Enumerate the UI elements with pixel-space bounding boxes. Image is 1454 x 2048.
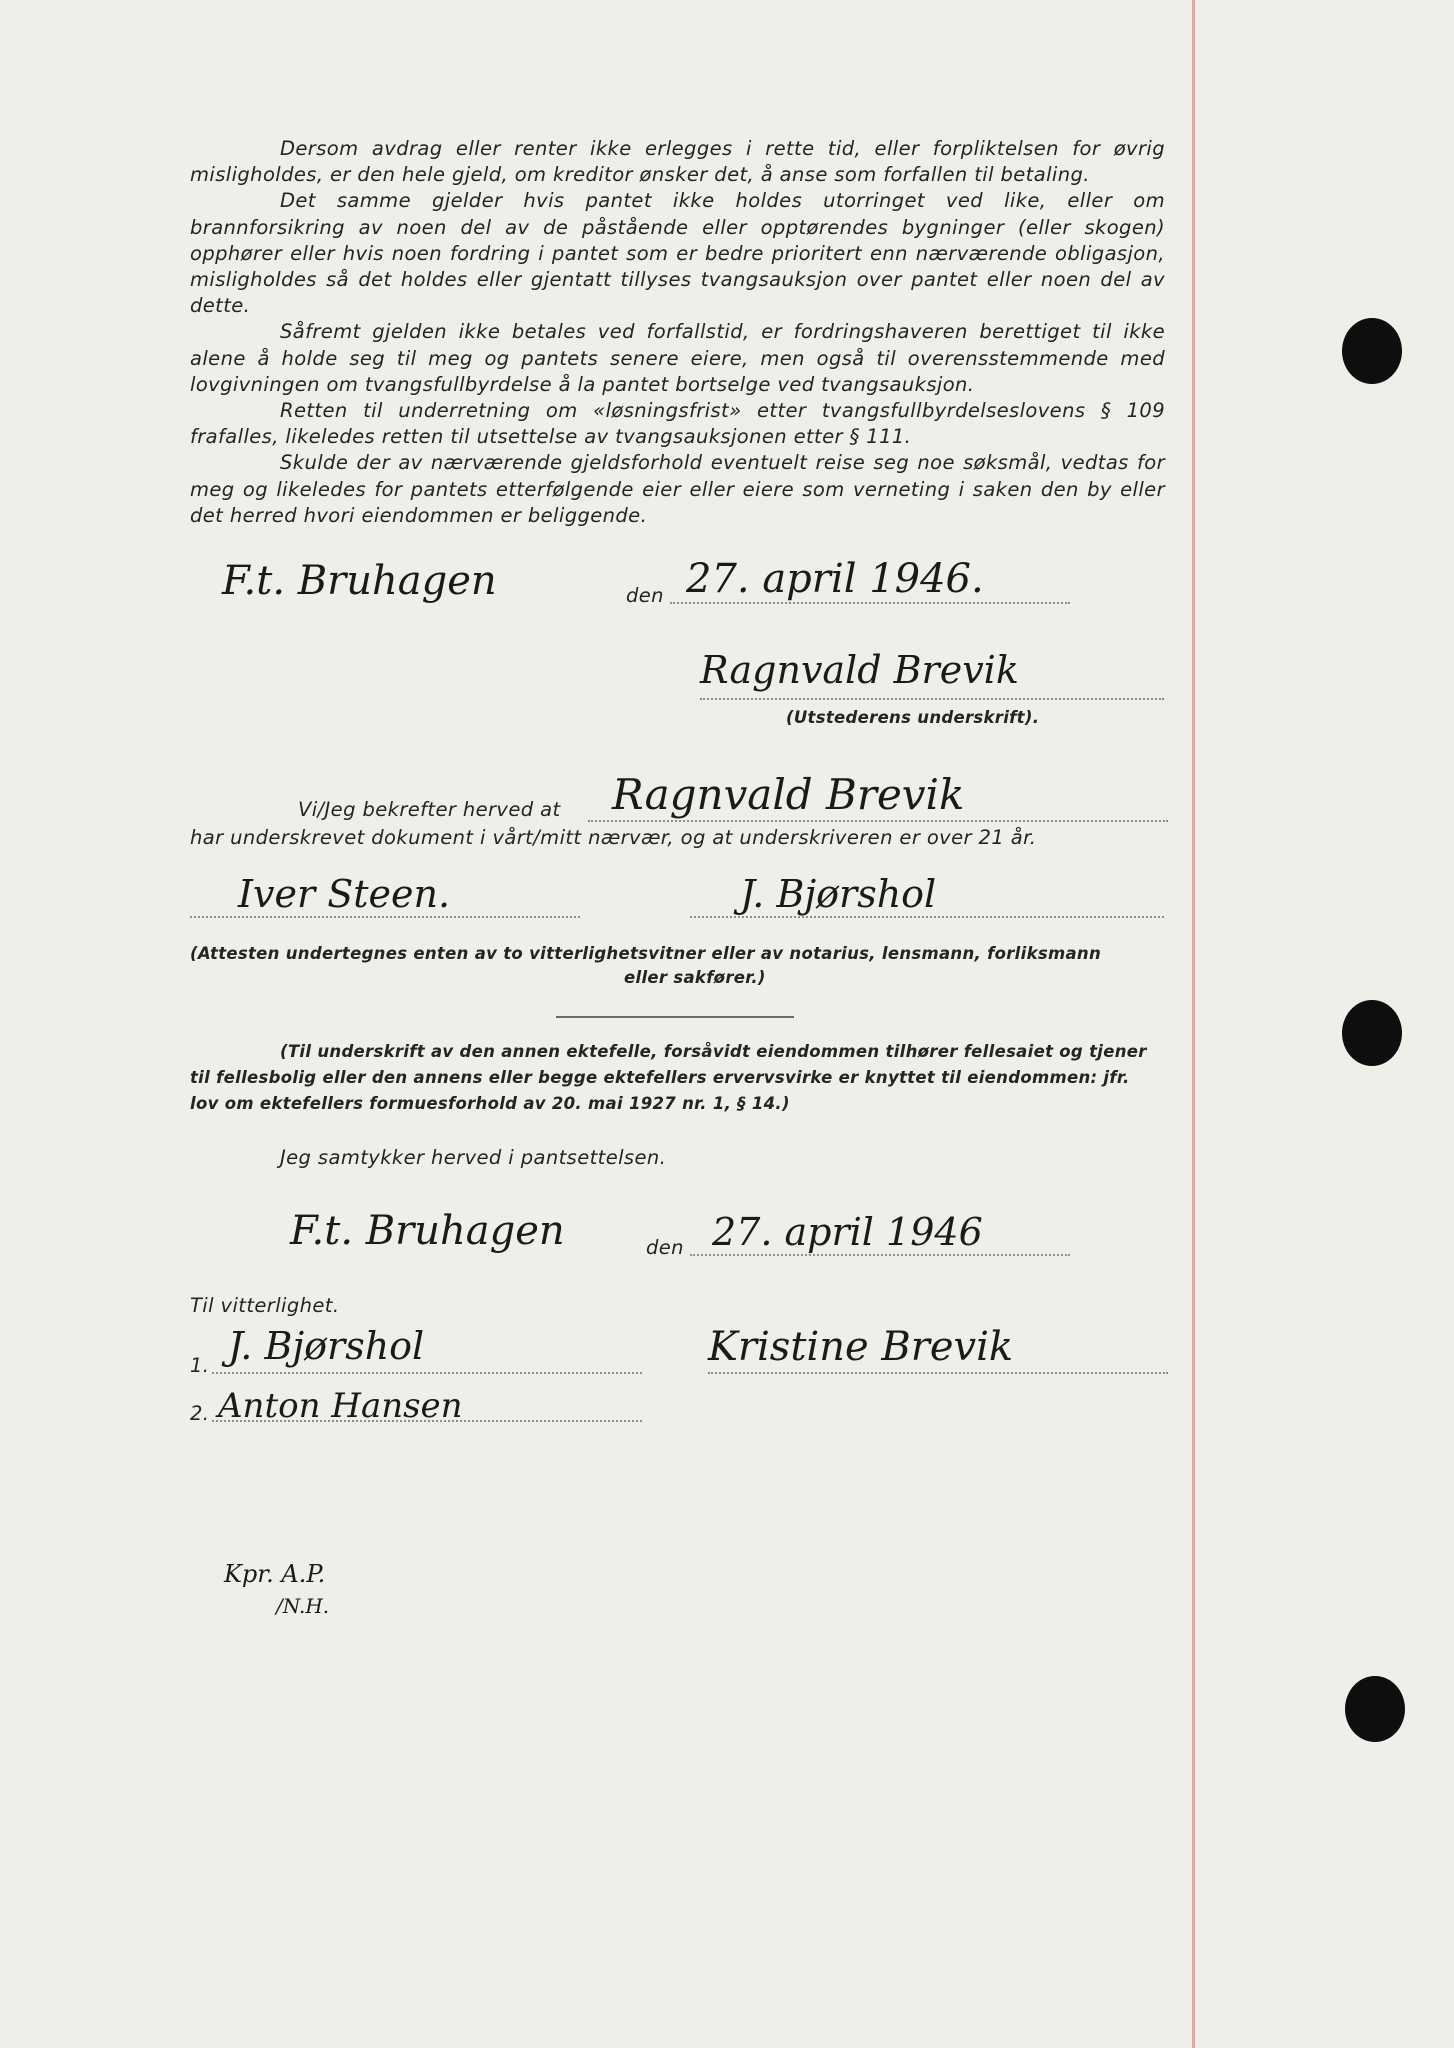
witness-name-handwritten: Ragnvald Brevik (612, 770, 965, 819)
attest-note-2: eller sakfører.) (624, 968, 766, 987)
attest-note-1: (Attesten undertegnes enten av to vitterlighetsvitner eller av notarius, lensmann, forliksmann (190, 944, 1102, 963)
punch-hole-top (1342, 318, 1402, 384)
witness-signature-1: Iver Steen. (238, 872, 451, 916)
clause-default: Dersom avdrag eller renter ikke erlegges i rette tid, eller forpliktelsen for øvrig misligholdes, er den hele gjeld, om kreditor ønsker det, å anse som forfallen til betaling. (190, 137, 1165, 187)
margin-note-1: Kpr. A.P. (224, 1560, 326, 1588)
section-divider (556, 1016, 794, 1018)
attestation-num-2: 2. (190, 1402, 210, 1425)
clause-enforcement: Såfremt gjelden ikke betales ved forfallstid, er fordringshaveren berettiget til ikke alene å holde seg til meg og pantets senere eiere, men også til overensstemmende med lovgivningen om tvangsfullbyrdelse å la pantet bortselge ved tvangsauksjon. (190, 320, 1165, 396)
den-label-2: den (646, 1236, 684, 1259)
place-handwritten-1: F.t. Bruhagen (222, 558, 497, 604)
clause-deadline: Retten til underretning om «løsningsfrist» etter tvangsfullbyrdelseslovens § 109 frafalles, likeledes retten til utsettelse av tvangsauksjonen etter § 111. (190, 399, 1165, 449)
witness-line-1 (190, 916, 580, 918)
terms-paragraphs (190, 136, 1165, 529)
witness-prefix: Vi/Jeg bekrefter herved at (298, 798, 561, 821)
den-label-1: den (626, 584, 664, 607)
issuer-signature-line (700, 698, 1164, 700)
issuer-signature: Ragnvald Brevik (700, 648, 1019, 692)
date-handwritten-1: 27. april 1946. (686, 556, 984, 602)
consent-date-handwritten: 27. april 1946 (712, 1210, 983, 1254)
margin-red-line (1192, 0, 1195, 2048)
clause-venue: Skulde der av nærværende gjeldsforhold eventuelt reise seg noe søksmål, vedtas for meg og likeledes for pantets etterfølgende eier eller eiere som verneting i saken den by eller det herred hvori eiendommen er beliggende. (190, 451, 1165, 527)
date-dotted-line-1 (670, 602, 1070, 604)
spouse-signature-line (708, 1372, 1168, 1374)
witness-line2: har underskrevet dokument i vårt/mitt nærvær, og at underskriveren er over 21 år. (190, 826, 1037, 849)
consent-text: Jeg samtykker herved i pantsettelsen. (280, 1146, 667, 1169)
witness-line-2 (690, 916, 1164, 918)
spouse-note-1: (Til underskrift av den annen ektefelle, forsåvidt eiendommen tilhører fellesaiet og tjener (280, 1042, 1147, 1061)
punch-hole-middle (1342, 1000, 1402, 1066)
attestation-witness-2: Anton Hansen (218, 1386, 463, 1426)
attestation-witness-1: J. Bjørshol (228, 1324, 425, 1368)
attestation-line-1 (212, 1372, 642, 1374)
consent-place-handwritten: F.t. Bruhagen (290, 1208, 565, 1254)
date-dotted-line-2 (690, 1254, 1070, 1256)
attestation-num-1: 1. (190, 1354, 210, 1377)
witness-name-line (588, 820, 1168, 822)
spouse-note-2: til fellesbolig eller den annens eller begge ektefellers ervervsvirke er knyttet til eiendommen: jfr. (190, 1068, 1130, 1087)
issuer-caption: (Utstederens underskrift). (786, 708, 1040, 727)
spouse-signature: Kristine Brevik (708, 1324, 1014, 1370)
clause-insurance: Det samme gjelder hvis pantet ikke holdes utorringet ved like, eller om brannforsikring av noen del av de påstående eller opptørendes bygninger (eller skogen) opphører eller hvis noen fordring i pantet som er bedre prioritert enn nærværende obligasjon, misligholdes så det holdes eller gjentatt tillyses tvangsauksjon over pantet eller noen del av dette. (190, 189, 1165, 318)
attestation-heading: Til vitterlighet. (190, 1294, 340, 1317)
margin-note-2: /N.H. (276, 1594, 330, 1618)
witness-signature-2: J. Bjørshol (740, 872, 937, 916)
attestation-line-2 (212, 1420, 642, 1422)
punch-hole-bottom (1345, 1676, 1405, 1742)
spouse-note-3: lov om ektefellers formuesforhold av 20. mai 1927 nr. 1, § 14.) (190, 1094, 790, 1113)
